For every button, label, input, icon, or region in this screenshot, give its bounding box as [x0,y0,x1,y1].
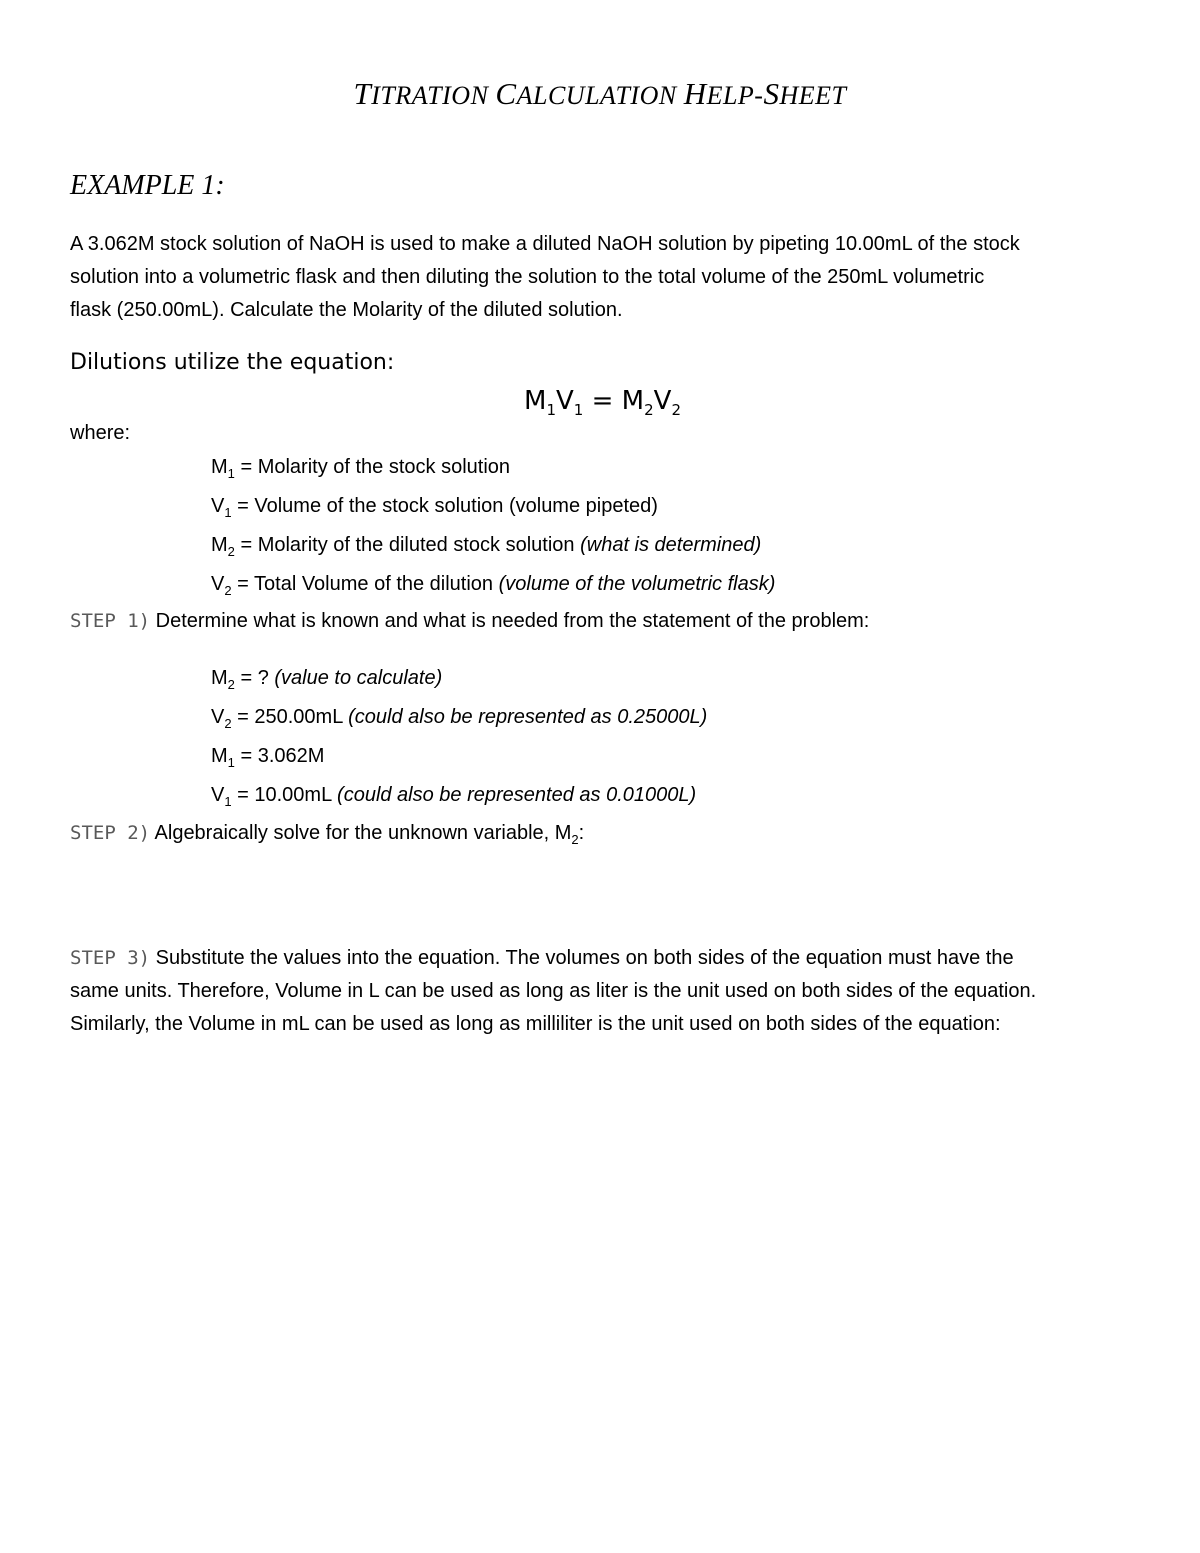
step-text: same units. Therefore, Volume in L can be used as long as liter is the unit used on both sides of the equation. [70,980,1037,1002]
eq-v2: V [653,386,672,416]
def-sub: 1 [224,505,232,520]
def-text: = Molarity of the stock solution [234,456,511,478]
step-2 [70,817,584,856]
title-part: H [683,76,707,111]
step-1 [70,605,869,638]
definition-row [211,529,775,568]
title-part: S [763,76,780,111]
eq-sub: 2 [671,401,681,420]
definitions-list [211,451,775,607]
known-note: (could also be represented as 0.01000L) [337,784,697,806]
eq-m2: M [621,386,645,416]
step-text: Algebraically solve for the unknown variable, M [150,822,572,844]
known-var: V [211,784,225,806]
def-sub: 1 [227,466,235,481]
known-text: = 250.00mL [231,706,349,728]
known-var: M [211,745,228,767]
where-label: where: [70,422,131,444]
def-text: = Volume of the stock solution (volume pipeted) [231,495,658,517]
dilution-equation [524,386,681,419]
step-text: Determine what is known and what is needed from the statement of the problem: [150,610,870,632]
known-sub: 1 [227,755,235,770]
def-var: M [211,456,228,478]
def-note: (volume of the volumetric flask) [498,573,776,595]
known-row [211,779,707,818]
title-part: ALCULATION [516,81,684,110]
title-part: T [353,76,372,111]
step-label: STEP 2) [70,822,151,844]
known-var: V [211,706,225,728]
definition-row [211,490,775,529]
known-sub: 2 [227,677,235,692]
title-part: ITRATION [371,81,496,110]
step-text-end: : [578,822,585,844]
eq-equals: = [583,386,622,416]
known-var: M [211,667,228,689]
problem-line: solution into a volumetric flask and then diluting the solution to the total volume of the 250mL volumetric [70,266,985,288]
known-text: = 3.062M [234,745,325,767]
dilutions-heading: Dilutions utilize the equation: [70,350,395,375]
step-3 [70,942,1036,1041]
problem-line: A 3.062M stock solution of NaOH is used to make a diluted NaOH solution by pipeting 10.00mL of the stock [70,233,1020,255]
title-part: HEET [779,81,847,110]
eq-sub: 1 [573,401,584,420]
known-sub: 1 [224,794,232,809]
known-row [211,701,707,740]
step-text: Substitute the values into the equation. The volumes on both sides of the equation must have the [150,947,1014,969]
knowns-list [211,662,707,818]
definition-row [211,451,775,490]
known-note: (could also be represented as 0.25000L) [348,706,708,728]
problem-line: flask (250.00mL). Calculate the Molarity of the diluted solution. [70,299,623,321]
known-row [211,740,707,779]
step-sub: 2 [571,832,579,847]
step-label: STEP 3) [70,947,151,969]
known-sub: 2 [224,716,232,731]
def-text: = Molarity of the diluted stock solution [234,534,581,556]
def-var: M [211,534,228,556]
eq-v1: V [555,386,574,416]
eq-sub: 1 [546,401,556,420]
problem-statement [70,228,1130,327]
definition-row [211,568,775,607]
def-sub: 2 [224,583,232,598]
title-part: ELP- [706,81,764,110]
def-note: (what is determined) [580,534,762,556]
eq-m1: M [524,386,547,416]
known-text: = 10.00mL [231,784,338,806]
step-label: STEP 1) [70,610,151,632]
def-var: V [211,573,225,595]
known-row [211,662,707,701]
title-part: C [495,76,517,111]
known-note: (value to calculate) [274,667,443,689]
example-heading: EXAMPLE 1: [70,170,225,201]
def-text: = Total Volume of the dilution [231,573,499,595]
page-title [0,76,1200,112]
def-var: V [211,495,225,517]
def-sub: 2 [227,544,235,559]
eq-sub: 2 [644,401,654,420]
known-text: = ? [234,667,275,689]
step-text: Similarly, the Volume in mL can be used as long as milliliter is the unit used on both sides of the equation: [70,1013,1001,1035]
